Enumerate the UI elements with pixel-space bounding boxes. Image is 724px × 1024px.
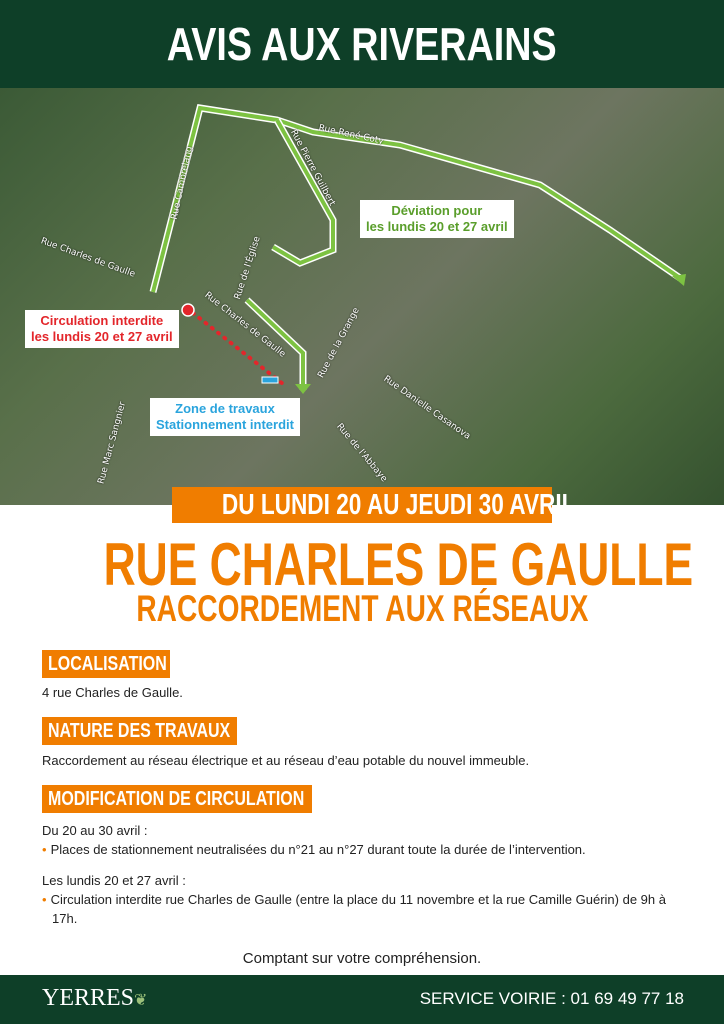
street-label: Rue René Coty xyxy=(317,123,385,147)
aerial-map xyxy=(0,88,724,505)
date-banner xyxy=(172,487,576,523)
works-subtitle xyxy=(0,588,724,630)
date-range: DU LUNDI 20 AU JEUDI 30 AVRIL xyxy=(221,489,576,521)
localisation-text: 4 rue Charles de Gaulle. xyxy=(42,685,183,700)
street-label: Rue Charles de Gaulle xyxy=(39,236,137,280)
deviation-label xyxy=(360,200,514,238)
service-contact: SERVICE VOIRIE : 01 69 49 77 18 xyxy=(419,989,684,1008)
page-title: AVIS AUX RIVERAINS xyxy=(167,18,557,70)
logo-text: YERRES xyxy=(42,985,135,1011)
closed-label-line: Circulation interdite xyxy=(40,313,164,328)
closed-label-line: les lundis 20 et 27 avril xyxy=(31,329,173,344)
circulation-group xyxy=(42,871,692,928)
group-intro: Du 20 au 30 avril : xyxy=(42,823,148,838)
street-label: Rue Marc Sangnier xyxy=(96,400,129,486)
closing-text: Comptant sur votre compréhension. xyxy=(242,950,482,967)
heading-text: MODIFICATION DE CIRCULATION xyxy=(48,788,305,810)
footer xyxy=(0,975,724,1024)
bullet-text: Places de stationnement neutralisées du n°21 au n°27 durant toute la durée de l’intervention. xyxy=(50,842,586,857)
bullet-icon: • xyxy=(42,842,47,857)
heading-text: LOCALISATION xyxy=(48,653,167,675)
arrow-head-icon xyxy=(672,274,686,286)
works-subtitle-text: RACCORDEMENT AUX RÉSEAUX xyxy=(135,588,589,629)
street-label: Rue de l'Église xyxy=(232,235,263,301)
closed-street-label xyxy=(25,310,179,348)
street-title-text: RUE CHARLES DE GAULLE xyxy=(103,531,694,598)
works-label-line: Stationnement interdit xyxy=(156,417,294,432)
no-entry-icon xyxy=(182,304,194,316)
works-zone-label xyxy=(150,398,300,436)
street-label: Rue de l'Abbaye xyxy=(334,421,389,485)
circulation-group xyxy=(42,821,692,859)
works-label-line: Zone de travaux xyxy=(175,401,275,416)
bullet-text: Circulation interdite rue Charles de Gaulle (entre la place du 11 novembre et la rue Camille Guérin) de 9h à 17h. xyxy=(50,892,666,926)
heading-text: NATURE DES TRAVAUX xyxy=(48,720,231,742)
street-label: Rue Charles de Gaulle xyxy=(202,290,288,360)
works-zone-marker xyxy=(262,377,278,383)
street-label: Rue Danielle Casanova xyxy=(381,374,473,442)
section-heading-nature xyxy=(42,717,237,745)
bullet-item xyxy=(42,840,692,859)
deviation-label-line: les lundis 20 et 27 avril xyxy=(366,219,508,234)
nature-text: Raccordement au réseau électrique et au réseau d’eau potable du nouvel immeuble. xyxy=(42,753,530,768)
street-label: Rue de la Grange xyxy=(316,306,362,380)
leaf-icon: ❦ xyxy=(134,992,148,1009)
street-label: Rue Pierre Guilbert xyxy=(288,128,337,208)
section-heading-circulation xyxy=(42,785,312,813)
yerres-logo xyxy=(42,985,147,1012)
arrow-head-icon xyxy=(295,384,311,394)
street-label: Rue Cambrelang xyxy=(169,145,196,221)
bullet-item xyxy=(42,890,692,928)
header-banner xyxy=(0,0,724,88)
deviation-label-line: Déviation pour xyxy=(391,203,483,218)
section-heading-localisation xyxy=(42,650,170,678)
group-intro: Les lundis 20 et 27 avril : xyxy=(42,873,186,888)
bullet-icon: • xyxy=(42,892,47,907)
